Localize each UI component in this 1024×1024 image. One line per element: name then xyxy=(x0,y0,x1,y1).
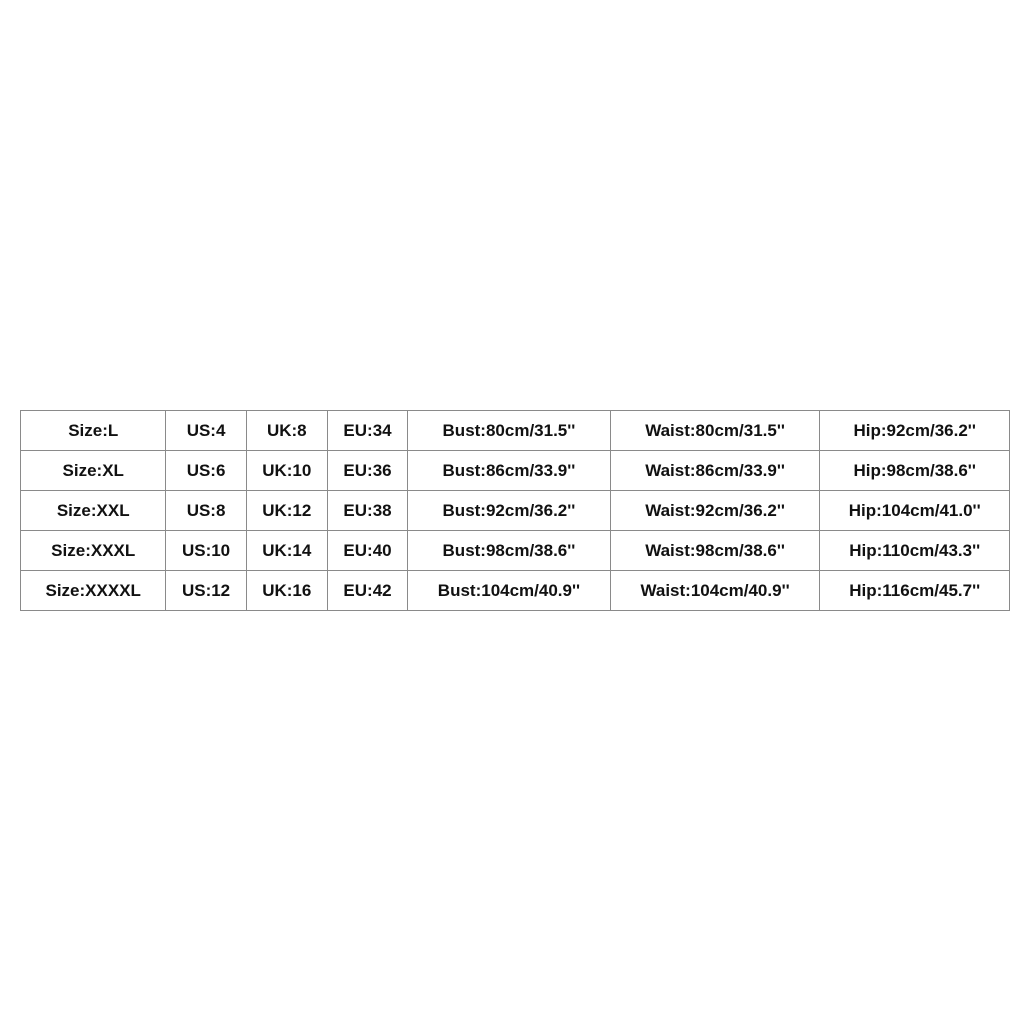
hip-cell: Hip:98cm/38.6'' xyxy=(820,451,1010,491)
waist-cell: Waist:104cm/40.9'' xyxy=(610,571,820,611)
us-size-cell: US:4 xyxy=(166,411,246,451)
waist-cell: Waist:98cm/38.6'' xyxy=(610,531,820,571)
size-cell: Size:XXXL xyxy=(21,531,166,571)
bust-cell: Bust:86cm/33.9'' xyxy=(408,451,611,491)
bust-cell: Bust:80cm/31.5'' xyxy=(408,411,611,451)
size-cell: Size:XXXXL xyxy=(21,571,166,611)
uk-size-cell: UK:16 xyxy=(246,571,327,611)
size-chart-table xyxy=(20,410,1010,611)
uk-size-cell: UK:10 xyxy=(246,451,327,491)
hip-cell: Hip:110cm/43.3'' xyxy=(820,531,1010,571)
bust-cell: Bust:98cm/38.6'' xyxy=(408,531,611,571)
us-size-cell: US:8 xyxy=(166,491,246,531)
table-row xyxy=(21,411,1010,451)
bust-cell: Bust:92cm/36.2'' xyxy=(408,491,611,531)
size-chart-body xyxy=(21,411,1010,611)
hip-cell: Hip:116cm/45.7'' xyxy=(820,571,1010,611)
bust-cell: Bust:104cm/40.9'' xyxy=(408,571,611,611)
eu-size-cell: EU:36 xyxy=(327,451,407,491)
table-row xyxy=(21,571,1010,611)
uk-size-cell: UK:12 xyxy=(246,491,327,531)
uk-size-cell: UK:8 xyxy=(246,411,327,451)
uk-size-cell: UK:14 xyxy=(246,531,327,571)
size-cell: Size:XXL xyxy=(21,491,166,531)
hip-cell: Hip:92cm/36.2'' xyxy=(820,411,1010,451)
table-row xyxy=(21,491,1010,531)
eu-size-cell: EU:38 xyxy=(327,491,407,531)
waist-cell: Waist:86cm/33.9'' xyxy=(610,451,820,491)
hip-cell: Hip:104cm/41.0'' xyxy=(820,491,1010,531)
eu-size-cell: EU:40 xyxy=(327,531,407,571)
eu-size-cell: EU:34 xyxy=(327,411,407,451)
table-row xyxy=(21,531,1010,571)
waist-cell: Waist:80cm/31.5'' xyxy=(610,411,820,451)
us-size-cell: US:10 xyxy=(166,531,246,571)
us-size-cell: US:6 xyxy=(166,451,246,491)
size-cell: Size:L xyxy=(21,411,166,451)
size-cell: Size:XL xyxy=(21,451,166,491)
table-row xyxy=(21,451,1010,491)
eu-size-cell: EU:42 xyxy=(327,571,407,611)
us-size-cell: US:12 xyxy=(166,571,246,611)
waist-cell: Waist:92cm/36.2'' xyxy=(610,491,820,531)
